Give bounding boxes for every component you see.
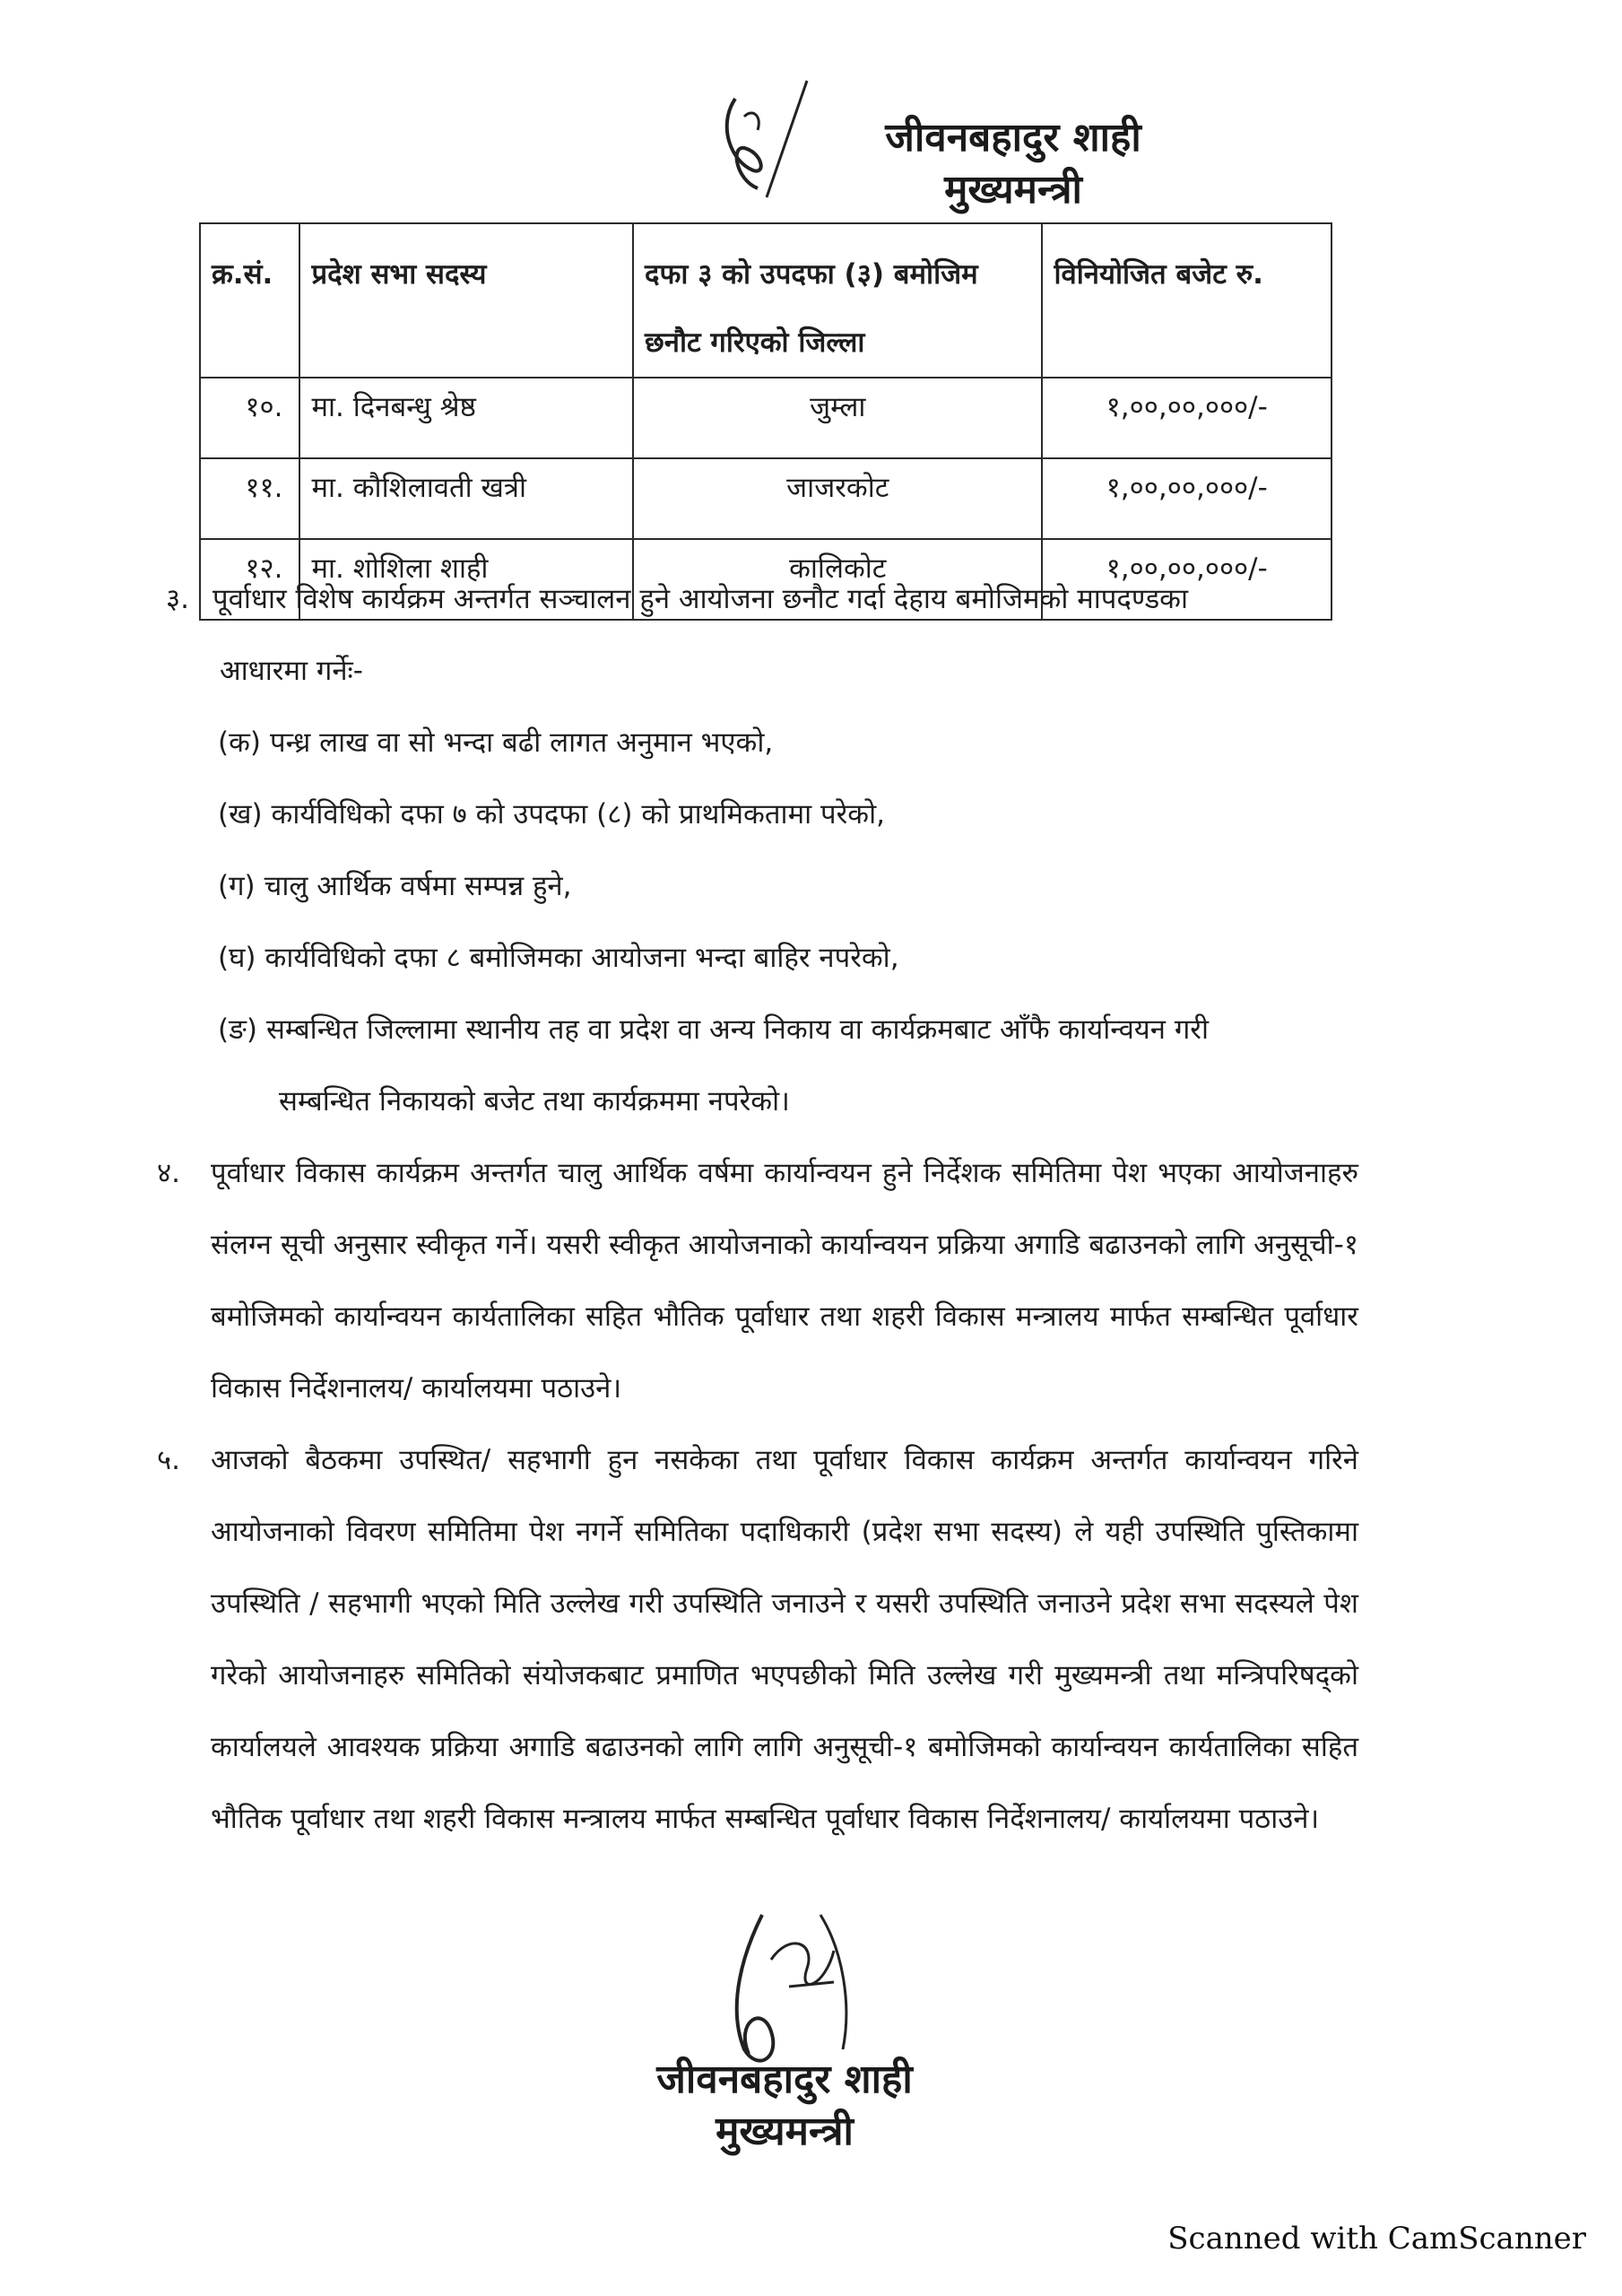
list-item (218, 707, 1358, 778)
cell-budget: १,००,००,०००/- (1042, 539, 1331, 620)
cell-serial-number: ११. (200, 458, 299, 539)
signatory-name: जीवनबहादुर शाही (885, 115, 1141, 161)
cell-district: जुम्ला (633, 378, 1042, 458)
header-allocated-budget: विनियोजित बजेट रु. (1042, 223, 1331, 378)
table-header-row (200, 223, 1331, 378)
cell-serial-number: १२. (200, 539, 299, 620)
criteria-list (218, 707, 1358, 1137)
list-item-text-continued: सम्बन्धित निकायको बजेट तथा कार्यक्रममा नपरेको। (279, 1085, 790, 1118)
list-item (218, 850, 1358, 922)
scanner-watermark: Scanned with CamScanner (1167, 2221, 1586, 2257)
signature-block-bottom (587, 2054, 982, 2158)
paragraph-number: ४. (157, 1157, 180, 1189)
paragraph-text (213, 563, 1358, 707)
signature-bottom-scribble (708, 1897, 879, 2076)
table-row (200, 378, 1331, 458)
header-assembly-member: प्रदेश सभा सदस्य (299, 223, 633, 378)
header-serial-number: क्र.सं. (200, 223, 299, 378)
header-district-line-2: छनौट गरिएको जिल्ला (645, 326, 865, 359)
document-body (157, 563, 1358, 1855)
paragraph-3-line-1: पूर्वाधार विशेष कार्यक्रम अन्तर्गत सञ्चालन हुने आयोजना छनौट गर्दा देहाय बमोजिमको मापदण्डका (213, 583, 1188, 615)
cell-budget: १,००,००,०००/- (1042, 378, 1331, 458)
paragraph-text: पूर्वाधार विकास कार्यक्रम अन्तर्गत चालु आर्थिक वर्षमा कार्यान्वयन हुने निर्देशक समितिमा पेश भएका आयोजनाहरु संलग्न सूची अनुसार स्वीकृत गर्ने। यसरी स्वीकृत आयोजनाको कार्यान्वयन प्रक्रिया अगाडि बढाउनको लागि अनुसूची-१ बमोजिमको कार्यान्वयन कार्यतालिका सहित भौतिक पूर्वाधार तथा शहरी विकास मन्त्रालय मार्फत सम्बन्धित पूर्वाधार विकास निर्देशनालय/ कार्यालयमा पठाउने। (211, 1157, 1358, 1405)
list-item-marker: (घ) (218, 942, 256, 974)
list-item-text: कार्यविधिको दफा ८ बमोजिमका आयोजना भन्दा बाहिर नपरेको, (265, 942, 899, 974)
table-row (200, 458, 1331, 539)
signatory-name: जीवनबहादुर शाही (656, 2057, 913, 2102)
cell-serial-number: १०. (200, 378, 299, 458)
list-item-text: पन्ध्र लाख वा सो भन्दा बढी लागत अनुमान भएको, (270, 726, 774, 759)
signature-block-top (798, 112, 1228, 216)
header-selected-district (633, 223, 1042, 378)
list-item-marker: (ङ) (218, 1013, 257, 1046)
paragraph-number: ३. (166, 583, 189, 615)
cell-member: मा. दिनबन्धु श्रेष्ठ (299, 378, 633, 458)
list-item-text: चालु आर्थिक वर्षमा सम्पन्न हुने, (264, 870, 572, 902)
list-item (218, 778, 1358, 850)
signatory-role: मुख्यमन्त्री (944, 167, 1082, 213)
paragraph-3-line-2: आधारमा गर्नेः- (220, 655, 363, 687)
list-item (218, 922, 1358, 994)
paragraph-text: आजको बैठकमा उपस्थित/ सहभागी हुन नसकेका तथा पूर्वाधार विकास कार्यक्रम अन्तर्गत कार्यान्वयन गरिने आयोजनाको विवरण समितिमा पेश नगर्ने समितिका पदाधिकारी (प्रदेश सभा सदस्य) ले यही उपस्थिति पुस्तिकामा उपस्थिति / सहभागी भएको मिति उल्लेख गरी उपस्थिति जनाउने र यसरी उपस्थिति जनाउने प्रदेश सभा सदस्यले पेश गरेको आयोजनाहरु समितिको संयोजकबाट प्रमाणित भएपछीको मिति उल्लेख गरी मुख्यमन्त्री तथा मन्त्रिपरिषद्को कार्यालयले आवश्यक प्रक्रिया अगाडि बढाउनको लागि लागि अनुसूची-१ बमोजिमको कार्यान्वयन कार्यतालिका सहित भौतिक पूर्वाधार तथा शहरी विकास मन्त्रालय मार्फत सम्बन्धित पूर्वाधार विकास निर्देशनालय/ कार्यालयमा पठाउने। (211, 1444, 1358, 1835)
list-item (218, 994, 1358, 1137)
paragraph-5 (157, 1424, 1358, 1855)
budget-allocation-table (199, 222, 1332, 621)
list-item-marker: (क) (218, 726, 261, 759)
cell-budget: १,००,००,०००/- (1042, 458, 1331, 539)
cell-member: मा. कौशिलावती खत्री (299, 458, 633, 539)
header-district-line-1: दफा ३ को उपदफा (३) बमोजिम (645, 258, 978, 291)
list-item-text: सम्बन्धित जिल्लामा स्थानीय तह वा प्रदेश वा अन्य निकाय वा कार्यक्रमबाट आँफै कार्यान्वयन गरी (265, 1013, 1209, 1046)
list-item-text: कार्यविधिको दफा ७ को उपदफा (८) को प्राथमिकतामा परेको, (271, 798, 885, 831)
paragraph-number: ५. (157, 1444, 180, 1476)
paragraph-3 (166, 563, 1358, 707)
paragraph-4 (157, 1137, 1358, 1424)
cell-district: जाजरकोट (633, 458, 1042, 539)
list-item-marker: (ग) (218, 870, 256, 902)
cell-district: कालिकोट (633, 539, 1042, 620)
cell-member: मा. शोशिला शाही (299, 539, 633, 620)
list-item-marker: (ख) (218, 798, 263, 831)
signatory-role: मुख्यमन्त्री (716, 2109, 854, 2154)
